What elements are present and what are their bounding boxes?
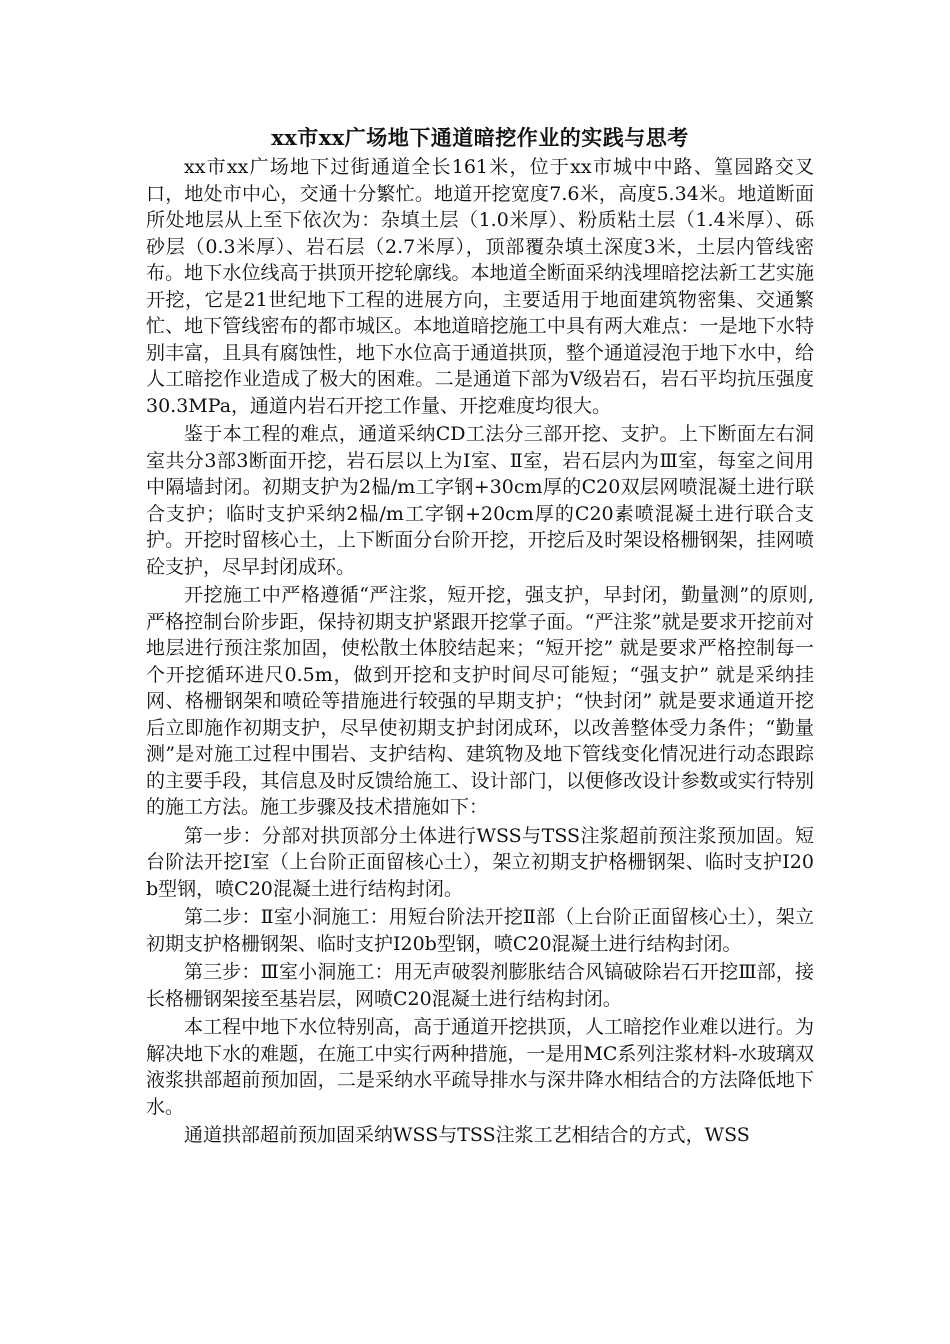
paragraph-groundwater: 本工程中地下水位特别高，高于通道开挖拱顶，人工暗挖作业难以进行。为解决地下水的难题，在施工中实行两种措施，一是用MC系列注浆材料-水玻璃双液浆拱部超前预加固，二是采纳水平疏导排水与深井降水相结合的方法降低地下水。 (146, 1016, 814, 1118)
paragraph-step-two: 第二步：Ⅱ室小洞施工：用短台阶法开挖Ⅱ部（上台阶正面留核心土），架立初期支护格栅钢架、临时支护I20b型钢，喷C20混凝土进行结构封闭。 (146, 906, 814, 955)
paragraph-cd-method: 鉴于本工程的难点，通道采纳CD工法分三部开挖、支护。上下断面左右洞室共分3部3断面开挖，岩石层以上为Ⅰ室、Ⅱ室，岩石层内为Ⅲ室，每室之间用中隔墙封闭。初期支护为2榀/m工字钢+30cm厚的C20双层网喷混凝土进行联合支护；临时支护采纳2榀/m工字钢+20cm厚的C20素喷混凝土进行联合支护。开挖时留核心土，上下断面分台阶开挖，开挖后及时架设格栅钢架，挂网喷砼支护，尽早封闭成环。 (146, 423, 814, 578)
paragraph-step-one: 第一步：分部对拱顶部分土体进行WSS与TSS注浆超前预注浆预加固。短台阶法开挖Ⅰ室（上台阶正面留核心土），架立初期支护格栅钢架、临时支护I20b型钢，喷C20混凝土进行结构封闭。 (146, 824, 814, 900)
document-title: xx市xx广场地下通道暗挖作业的实践与思考 (271, 125, 689, 150)
paragraph-overview: xx市xx广场地下过街通道全长161米，位于xx市城中中路、篁园路交叉口，地处市中心，交通十分繁忙。地道开挖宽度7.6米，高度5.34米。地道断面所处地层从上至下依次为：杂填土层（1.0米厚）、粉质粘土层（1.4米厚）、砾砂层（0.3米厚）、岩石层（2.7米厚），顶部覆杂填土深度3米，土层内管线密布。地下水位线高于拱顶开挖轮廓线。本地道全断面采纳浅埋暗挖法新工艺实施开挖，它是21世纪地下工程的进展方向，主要适用于地面建筑物密集、交通繁忙、地下管线密布的都市城区。本地道暗挖施工中具有两大难点：一是地下水特别丰富，且具有腐蚀性，地下水位高于通道拱顶，整个通道浸泡于地下水中，给人工暗挖作业造成了极大的困难。二是通道下部为Ⅴ级岩石，岩石平均抗压强度30.3MPa，通道内岩石开挖工作量、开挖难度均很大。 (146, 156, 814, 417)
paragraph-step-three: 第三步：Ⅲ室小洞施工：用无声破裂剂膨胀结合风镐破除岩石开挖Ⅲ部，接长格栅钢架接至基岩层，网喷C20混凝土进行结构封闭。 (146, 961, 814, 1010)
paragraph-principles: 开挖施工中严格遵循“严注浆，短开挖，强支护，早封闭，勤量测”的原则,严格控制台阶步距，保持初期支护紧跟开挖掌子面。“严注浆”就是要求开挖前对地层进行预注浆加固，使松散土体胶结起来；“短开挖” 就是要求严格控制每一个开挖循环进尺0.5m，做到开挖和支护时间尽可能短；“强支护” 就是采纳挂网、格栅钢架和喷砼等措施进行较强的早期支护；“快封闭” 就是要求通道开挖后立即施作初期支护，尽早使初期支护封闭成环，以改善整体受力条件；“勤量测”是对施工过程中围岩、支护结构、建筑物及地下管线变化情况进行动态跟踪的主要手段，其信息及时反馈给施工、设计部门，以便修改设计参数或实行特别的施工方法。施工步骤及技术措施如下： (146, 584, 814, 818)
paragraph-grouting: 通道拱部超前预加固采纳WSS与TSS注浆工艺相结合的方式，WSS (184, 1124, 750, 1146)
